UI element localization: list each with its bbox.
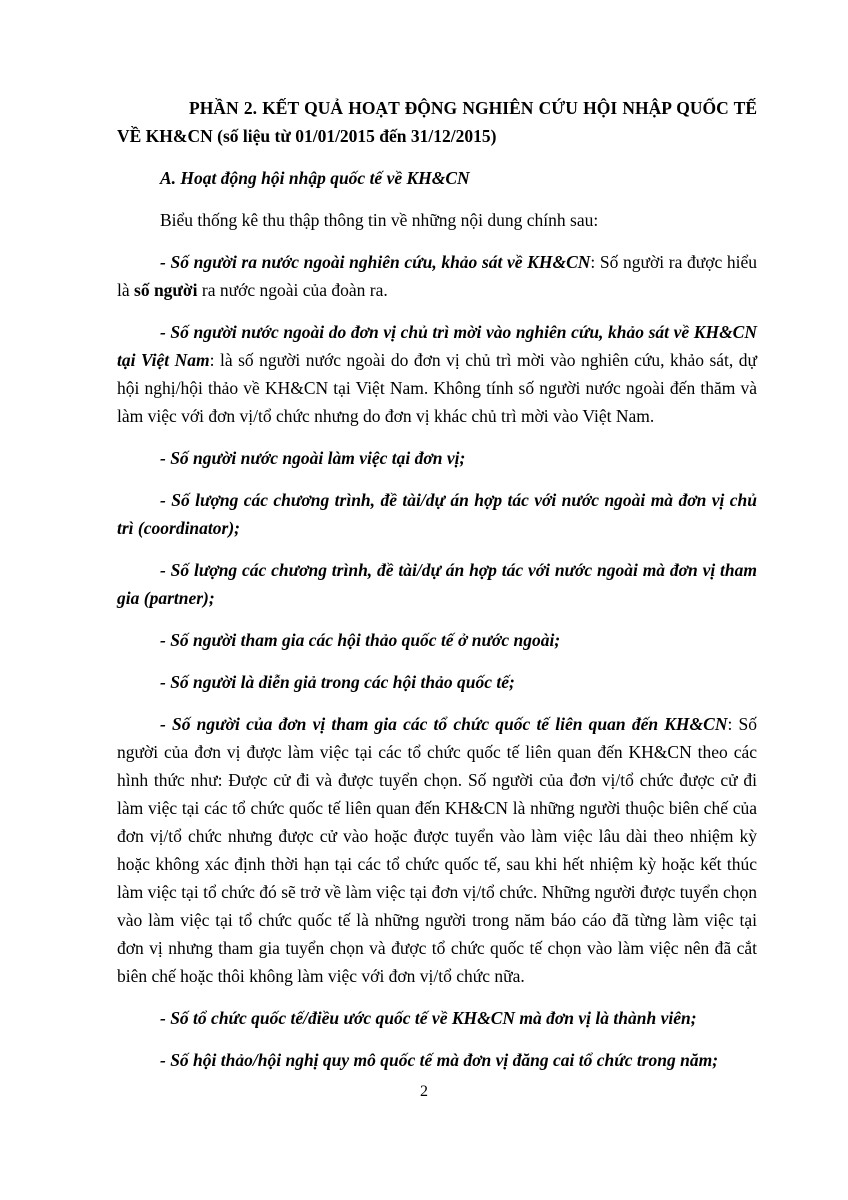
item-label: - Số người nước ngoài làm việc tại đơn vị; (160, 448, 466, 468)
item-text: : Số người ra được hiểu là (117, 252, 757, 300)
item-text: ra nước ngoài của đoàn ra. (197, 280, 388, 300)
section-a-title: A. Hoạt động hội nhập quốc tế về KH&CN (160, 168, 470, 188)
item-label: - Số người tham gia các hội thảo quốc tế ở nước ngoài; (160, 630, 561, 650)
item-emphasis: số người (134, 280, 198, 300)
part-heading: PHẦN 2. KẾT QUẢ HOẠT ĐỘNG NGHIÊN CỨU HỘI NHẬP QUỐC TẾ VỀ KH&CN (số liệu từ 01/01/2015 đến 31/12/2015) (117, 98, 757, 146)
item-label: - Số tổ chức quốc tế/điều ước quốc tế về KH&CN mà đơn vị là thành viên; (160, 1008, 697, 1028)
page-number: 2 (420, 1083, 428, 1100)
item-international-org-members (117, 710, 757, 990)
item-coordinated-programs (117, 486, 757, 542)
item-speakers (117, 668, 757, 696)
item-foreign-staff (117, 444, 757, 472)
item-text: : Số người của đơn vị được làm việc tại các tổ chức quốc tế liên quan đến KH&CN theo các hình thức như: Được cử đi và được tuyển chọn. Số người của đơn vị/tổ chức được cử đi làm việc tại các tổ chức quốc tế liên quan đến KH&CN là những người thuộc biên chế của đơn vị/tổ chức nhưng được cử vào hoặc được tuyển vào làm việc lâu dài theo nhiệm kỳ hoặc không xác định thời hạn tại các tổ chức quốc tế, sau khi hết nhiệm kỳ hoặc kết thúc làm việc tại tổ chức đó sẽ trở về làm việc tại đơn vị/tổ chức. Những người được tuyển chọn vào làm việc tại tổ chức quốc tế là những người trong năm báo cáo đã từng làm việc tại đơn vị nhưng tham gia tuyển chọn và được tổ chức quốc tế chọn vào làm việc nên đã cắt biên chế hoặc thôi không làm việc với đơn vị/tổ chức nữa. (117, 714, 757, 986)
item-conference-attendees (117, 626, 757, 654)
document-body (117, 91, 757, 1088)
item-label: - Số người nước ngoài do đơn vị chủ trì mời vào nghiên cứu, khảo sát về KH&CN tại Việt Nam (117, 322, 757, 370)
section-a-heading (117, 164, 757, 192)
intro-paragraph: Biểu thống kê thu thập thông tin về những nội dung chính sau: (160, 210, 599, 230)
item-label: - Số người ra nước ngoài nghiên cứu, khảo sát về KH&CN (160, 252, 591, 272)
item-label: - Số người là diễn giả trong các hội thảo quốc tế; (160, 672, 515, 692)
item-invited-foreigners (117, 318, 757, 430)
item-label: - Số lượng các chương trình, đề tài/dự án hợp tác với nước ngoài mà đơn vị chủ trì (coordinator); (117, 490, 757, 538)
item-label: - Số hội thảo/hội nghị quy mô quốc tế mà đơn vị đăng cai tổ chức trong năm; (160, 1050, 719, 1070)
item-label: - Số lượng các chương trình, đề tài/dự án hợp tác với nước ngoài mà đơn vị tham gia (partner); (117, 560, 757, 608)
item-hosted-conferences (117, 1046, 757, 1074)
item-treaty-memberships (117, 1004, 757, 1032)
item-label: - Số người của đơn vị tham gia các tổ chức quốc tế liên quan đến KH&CN (160, 714, 728, 734)
item-outbound-researchers (117, 248, 757, 304)
item-partner-programs (117, 556, 757, 612)
item-text: : là số người nước ngoài do đơn vị chủ trì mời vào nghiên cứu, khảo sát, dự hội nghị/hội thảo về KH&CN tại Việt Nam. Không tính số người nước ngoài đến thăm và làm việc với đơn vị/tổ chức nhưng do đơn vị khác chủ trì mời vào Việt Nam. (117, 350, 757, 426)
